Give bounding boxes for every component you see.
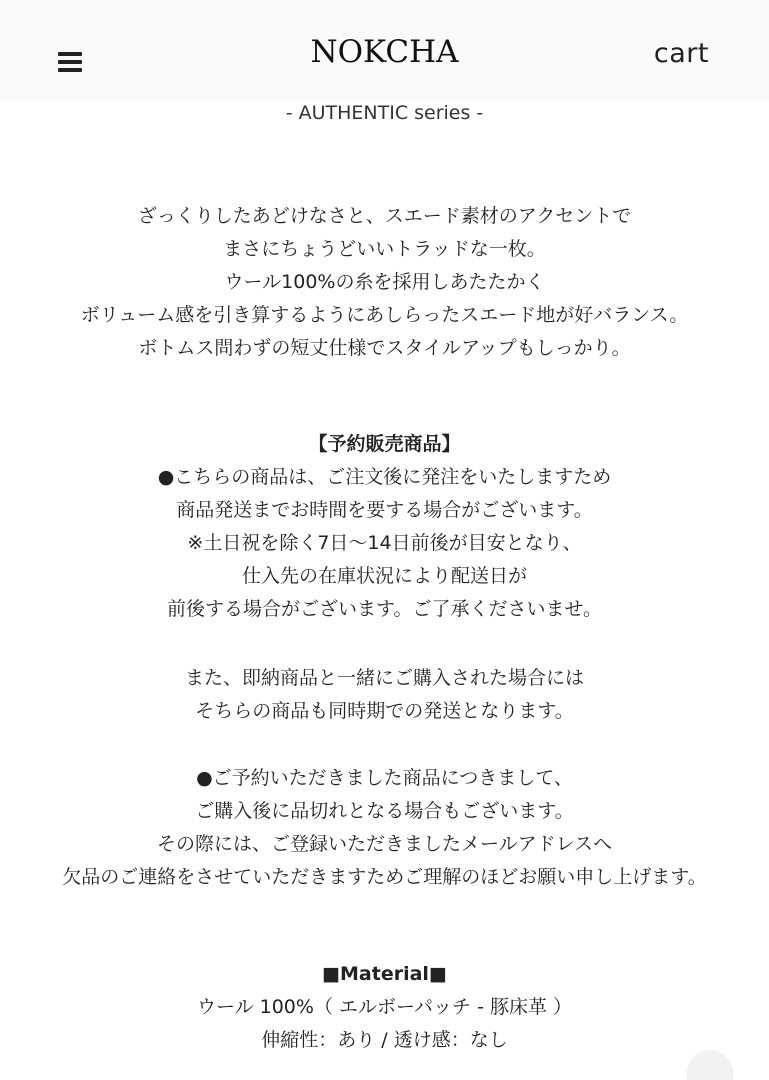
reservation-line: ※土日祝を除く7日～14日前後が目安となり、 (187, 532, 582, 554)
reservation-line: 前後する場合がございます。ご了承くださいませ。 (167, 598, 602, 620)
description-line: ボトムス問わずの短丈仕様でスタイルアップもしっかり。 (138, 337, 631, 359)
reservation-line: ご購入後に品切れとなる場合もございます。 (195, 800, 574, 822)
reservation-notice (0, 428, 769, 626)
material-line: 伸縮性：あり / 透け感：なし (261, 1029, 508, 1051)
reservation-line: 商品発送までお時間を要する場合がございます。 (176, 499, 593, 521)
reservation-paragraph-2 (0, 662, 769, 728)
reservation-line: 欠品のご連絡をさせていただきますためご理解のほどお願い申し上げます。 (62, 866, 707, 888)
material-line: ウール 100%（ エルボーパッチ - 豚床革 ） (196, 996, 573, 1018)
reservation-line: ●ご予約いただきました商品につきまして、 (196, 767, 573, 789)
reservation-line: 仕入先の在庫状況により配送日が (241, 565, 527, 587)
reservation-line: そちらの商品も同時期での発送となります。 (195, 700, 574, 722)
description-line: ウール100%の糸を採用しあたたかく (224, 271, 545, 293)
description-line: ボリューム感を引き算するようにあしらったスエード地が好バランス。 (80, 304, 689, 326)
series-label: - AUTHENTIC series - (285, 102, 484, 124)
description-line: まさにちょうどいいトラッドな一枚。 (223, 238, 546, 260)
reservation-line: ●こちらの商品は、ご注文後に発注をいたしますため (157, 466, 612, 488)
material-heading: ■Material■ (322, 963, 447, 985)
description-line: ざっくりしたあどけなさと、スエード素材のアクセントで (137, 205, 632, 227)
cart-link[interactable]: cart (653, 38, 709, 69)
material-section (0, 958, 769, 1057)
product-description (0, 200, 769, 365)
reservation-line: また、即納商品と一緒にご購入された場合には (184, 667, 584, 689)
reservation-heading: 【予約販売商品】 (308, 433, 461, 455)
site-header (0, 0, 769, 100)
reservation-line: その際には、ご登録いただきましたメールアドレスへ (156, 833, 613, 855)
site-logo[interactable]: NOKCHA (310, 34, 459, 70)
reservation-paragraph-3 (0, 762, 769, 894)
